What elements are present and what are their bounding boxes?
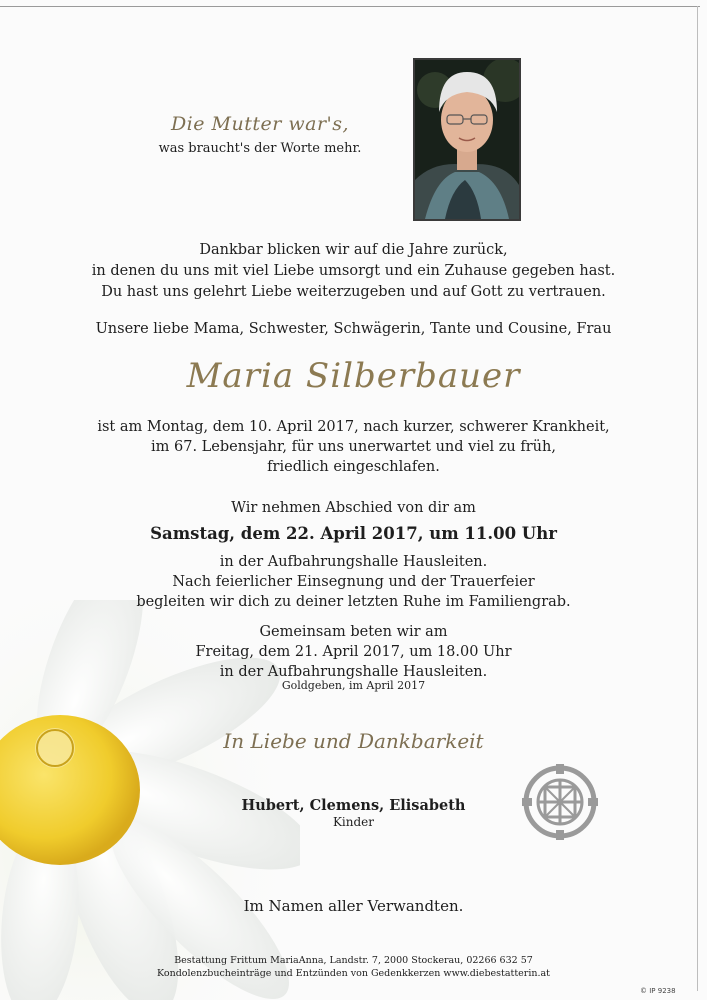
closing-line: Im Namen aller Verwandten. <box>243 897 464 915</box>
footer <box>0 954 707 980</box>
footer-line: Bestattung Frittum MariaAnna, Landstr. 7, 2000 Stockerau, 02266 632 57 <box>174 955 533 966</box>
funeral-date: Samstag, dem 22. April 2017, um 11.00 Uhr <box>150 524 557 543</box>
love-line: In Liebe und Dankbarkeit <box>223 729 484 753</box>
poem <box>0 240 707 303</box>
poem-line: Du hast uns gelehrt Liebe weiterzugeben und auf Gott zu vertrauen. <box>101 284 606 300</box>
intro-line: Unsere liebe Mama, Schwester, Schwägerin, Tante und Cousine, Frau <box>95 321 612 337</box>
quote-block <box>150 113 370 156</box>
quote-line: was braucht's der Worte mehr. <box>158 141 362 156</box>
place-date: Goldgeben, im April 2017 <box>281 679 426 692</box>
poem-line: Dankbar blicken wir auf die Jahre zurück, <box>199 242 508 258</box>
family-role: Kinder <box>332 815 375 829</box>
death-line: friedlich eingeschlafen. <box>267 459 440 475</box>
death-line: ist am Montag, dem 10. April 2017, nach kurzer, schwerer Krankheit, <box>97 419 610 435</box>
funeral-line: in der Aufbahrungshalle Hausleiten. <box>219 554 488 570</box>
farewell-line: Wir nehmen Abschied von dir am <box>231 500 476 516</box>
prayer-line: Gemeinsam beten wir am <box>259 624 448 640</box>
quote-script-line: Die Mutter war's, <box>170 113 350 135</box>
deceased-name: Maria Silberbauer <box>186 356 521 396</box>
funeral-details <box>0 552 707 612</box>
print-code: © IP 9238 <box>640 987 676 995</box>
poem-line: in denen du uns mit viel Liebe umsorgt und ein Zuhause gegeben hast. <box>91 263 616 279</box>
prayer-details <box>0 622 707 682</box>
prayer-line: Freitag, dem 21. April 2017, um 18.00 Uhr <box>195 644 512 660</box>
footer-line: Kondolenzbucheinträge und Entzünden von Gedenkkerzen www.diebestatterin.at <box>157 968 550 979</box>
wheel-cross-icon <box>515 762 605 842</box>
prayer-line: in der Aufbahrungshalle Hausleiten. <box>219 664 488 680</box>
death-notice <box>0 417 707 477</box>
family-names: Hubert, Clemens, Elisabeth <box>241 797 466 814</box>
portrait-photo <box>413 58 521 221</box>
death-line: im 67. Lebensjahr, für uns unerwartet und viel zu früh, <box>151 439 556 455</box>
funeral-line: begleiten wir dich zu deiner letzten Ruhe im Familiengrab. <box>136 594 571 610</box>
funeral-line: Nach feierlicher Einsegnung und der Trauerfeier <box>172 574 535 590</box>
